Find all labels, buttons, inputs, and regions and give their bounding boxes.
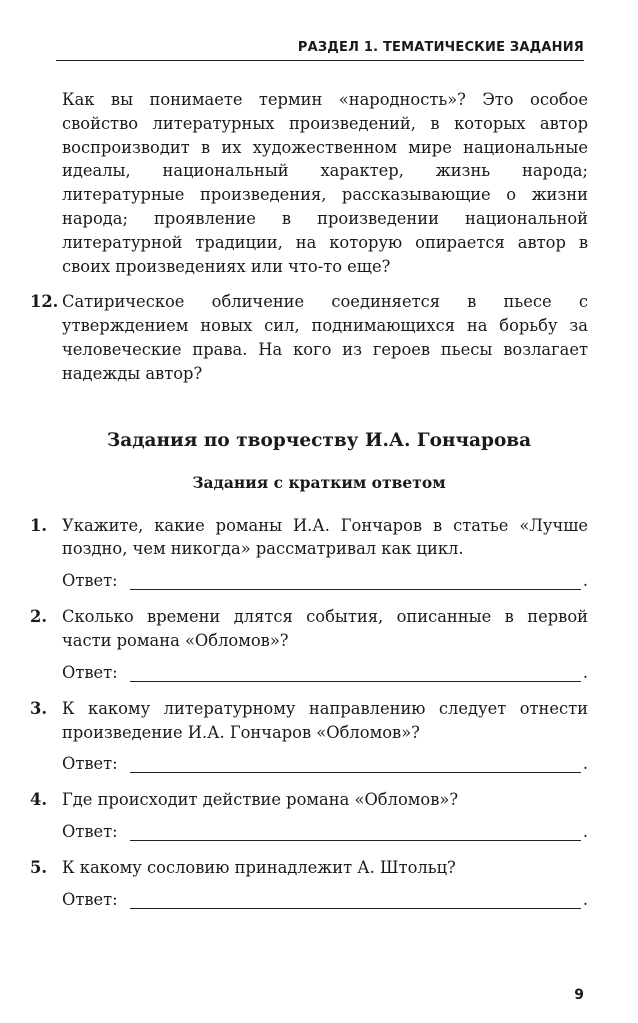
task-number: 4. [30,790,47,810]
task-list [30,514,588,909]
answer-end: . [582,754,588,774]
answer-field[interactable] [30,815,588,841]
answer-field[interactable] [30,883,588,909]
running-title: РАЗДЕЛ 1. ТЕМАТИЧЕСКИЕ ЗАДАНИЯ [297,40,584,55]
answer-end: . [582,889,588,909]
task-text: Где происходит действие романа «Обломов»? [62,790,459,810]
section-subtitle: Задания с кратким ответом [192,472,446,492]
running-header [56,40,584,61]
question-text: Сатирическое обличение соединяется в пьесе с утверждением новых сил, поднимающихся на борьбу за человеческие права. На кого из героев пьесы возлагает надежды автор? [62,292,588,383]
page-content [30,88,588,924]
answer-rule[interactable] [130,573,581,590]
intro-paragraph: Как вы понимаете термин «народность»? Это особое свойство литературных произведений, в которых автор воспроизводит в их художественном мире национальные идеалы, национальный характер, жизнь народа; литературные произведения, рассказывающие о жизни народа; проявление в произведении национальной литературной традиции, на которую опирается автор в своих произведениях или что-то еще? [62,90,588,276]
question-number: 12. [30,292,59,312]
answer-rule[interactable] [130,756,581,773]
task-item [30,514,588,591]
task-number: 5. [30,858,47,878]
page-number: 9 [574,987,584,1003]
task-text: Укажите, какие романы И.А. Гончаров в статье «Лучше поздно, чем никогда» рассматривал как цикл. [62,515,588,559]
task-text: К какому сословию принадлежит А. Штольц? [62,858,456,878]
answer-label: Ответ: [62,889,118,909]
answer-end: . [582,662,588,682]
answer-field[interactable] [30,747,588,773]
answer-field[interactable] [30,656,588,682]
task-text: Сколько времени длятся события, описанные в первой части романа «Обломов»? [62,607,588,650]
answer-label: Ответ: [62,662,118,682]
answer-label: Ответ: [62,754,118,774]
task-number: 3. [30,698,47,718]
answer-field[interactable] [30,564,588,590]
answer-label: Ответ: [62,822,118,842]
task-number: 2. [30,607,47,627]
answer-rule[interactable] [130,665,581,682]
task-text: К какому литературному направлению следует отнести произведение И.А. Гончаров «Обломов»? [62,698,588,742]
answer-end: . [582,571,588,591]
task-number: 1. [30,515,47,535]
task-item [30,788,588,841]
question-12 [30,290,588,385]
answer-end: . [582,822,588,842]
answer-rule[interactable] [130,824,581,841]
task-item [30,697,588,774]
task-item [30,856,588,909]
answer-rule[interactable] [130,892,581,909]
task-item [30,605,588,682]
answer-label: Ответ: [62,571,118,591]
section-title: Задания по творчеству И.А. Гончарова [106,429,532,451]
